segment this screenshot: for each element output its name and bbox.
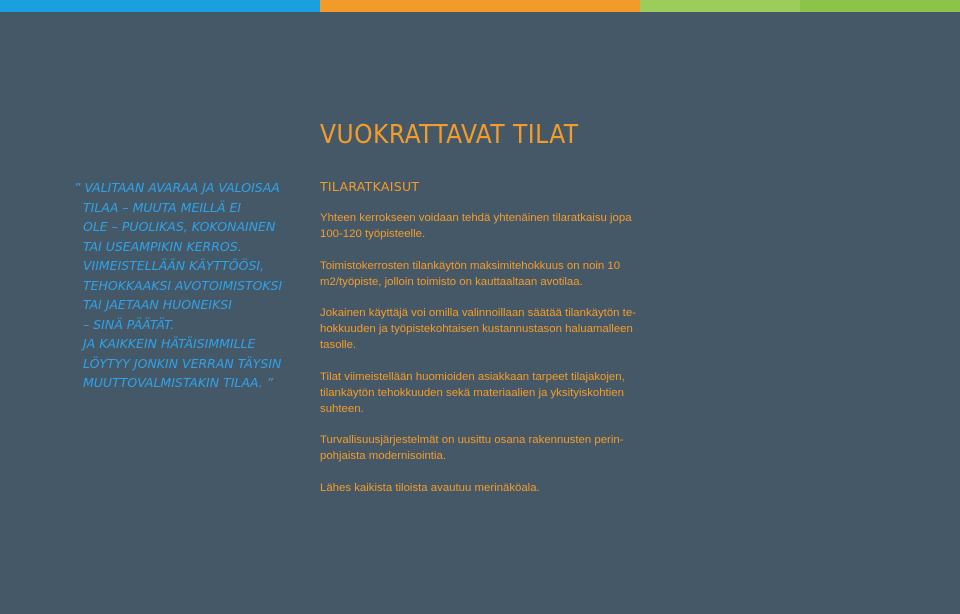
quote-line: JA KAIKKEIN HÄTÄISIMMILLE [83, 336, 256, 351]
paragraph [320, 432, 641, 464]
quote-line: ” VALITAAN AVARAA JA VALOISAA [74, 180, 280, 195]
quote-line: VIIMEISTELLÄÄN KÄYTTÖÖSI, [83, 258, 265, 273]
quote-line: OLE – PUOLIKAS, KOKONAINEN [83, 219, 276, 234]
stripe-segment [80, 0, 160, 12]
stripe-segment [880, 0, 960, 12]
paragraph [320, 258, 641, 290]
paragraph [320, 210, 641, 242]
stripe-segment [480, 0, 560, 12]
paragraph-line: Turvallisuusjärjestelmät on uusittu osana rakennusten perin- [320, 434, 624, 446]
paragraph-line: 100-120 työpisteelle. [320, 228, 426, 240]
paragraph-line: Tilat viimeistellään huomioiden asiakkaan tarpeet tilajakojen, [320, 370, 625, 383]
paragraph-line: tilankäytön tehokkuuden sekä materiaalien ja yksityiskohtien [320, 386, 624, 399]
color-stripe [0, 0, 960, 12]
stripe-segment [0, 0, 80, 12]
quote-line: TEHOKKAAKSI AVOTOIMISTOKSI [83, 277, 283, 293]
paragraph-line: pohjaista modernisointia. [320, 450, 447, 462]
quote-line: LÖYTYY JONKIN VERRAN TÄYSIN [83, 355, 282, 371]
paragraph-line: m2/työpiste, jolloin toimisto on kauttaaltaan avotilaa. [320, 275, 583, 288]
stripe-segment [160, 0, 240, 12]
stripe-segment [800, 0, 880, 12]
quote-line: TAI USEAMPIKIN KERROS. [83, 238, 242, 254]
paragraph-line: Jokainen käyttäjä voi omilla valinnoillaan säätää tilankäytön te- [320, 307, 636, 319]
section-heading: TILARATKAISUT [320, 179, 420, 194]
pull-quote [74, 178, 304, 393]
paragraph-line: hokkuuden ja työpistekohtaisen kustannustason haluamalleen [320, 323, 633, 335]
stripe-segment [400, 0, 480, 12]
stripe-segment [720, 0, 800, 12]
stripe-segment [560, 0, 640, 12]
paragraph-line: tasolle. [320, 339, 357, 351]
paragraph [320, 369, 641, 417]
stripe-segment [640, 0, 720, 12]
quote-line: – SINÄ PÄÄTÄT. [83, 316, 175, 332]
quote-line: TILAA – MUUTA MEILLÄ EI [83, 199, 242, 215]
quote-line: MUUTTOVALMISTAKIN TILAA. ” [83, 375, 274, 390]
paragraph [320, 480, 641, 496]
paragraph [320, 305, 641, 353]
paragraph-line: Toimistokerrosten tilankäytön maksimitehokkuus on noin 10 [320, 259, 621, 272]
stripe-segment [320, 0, 400, 12]
quote-line: TAI JAETAAN HUONEIKSI [83, 297, 232, 312]
paragraph-line: suhteen. [320, 402, 364, 415]
page-title: VUOKRATTAVAT TILAT [320, 120, 579, 150]
paragraph-line: Yhteen kerrokseen voidaan tehdä yhtenäinen tilaratkaisu jopa [320, 212, 632, 224]
body-text [320, 210, 641, 511]
stripe-segment [240, 0, 320, 12]
paragraph-line: Lähes kaikista tiloista avautuu merinäköala. [320, 481, 540, 494]
